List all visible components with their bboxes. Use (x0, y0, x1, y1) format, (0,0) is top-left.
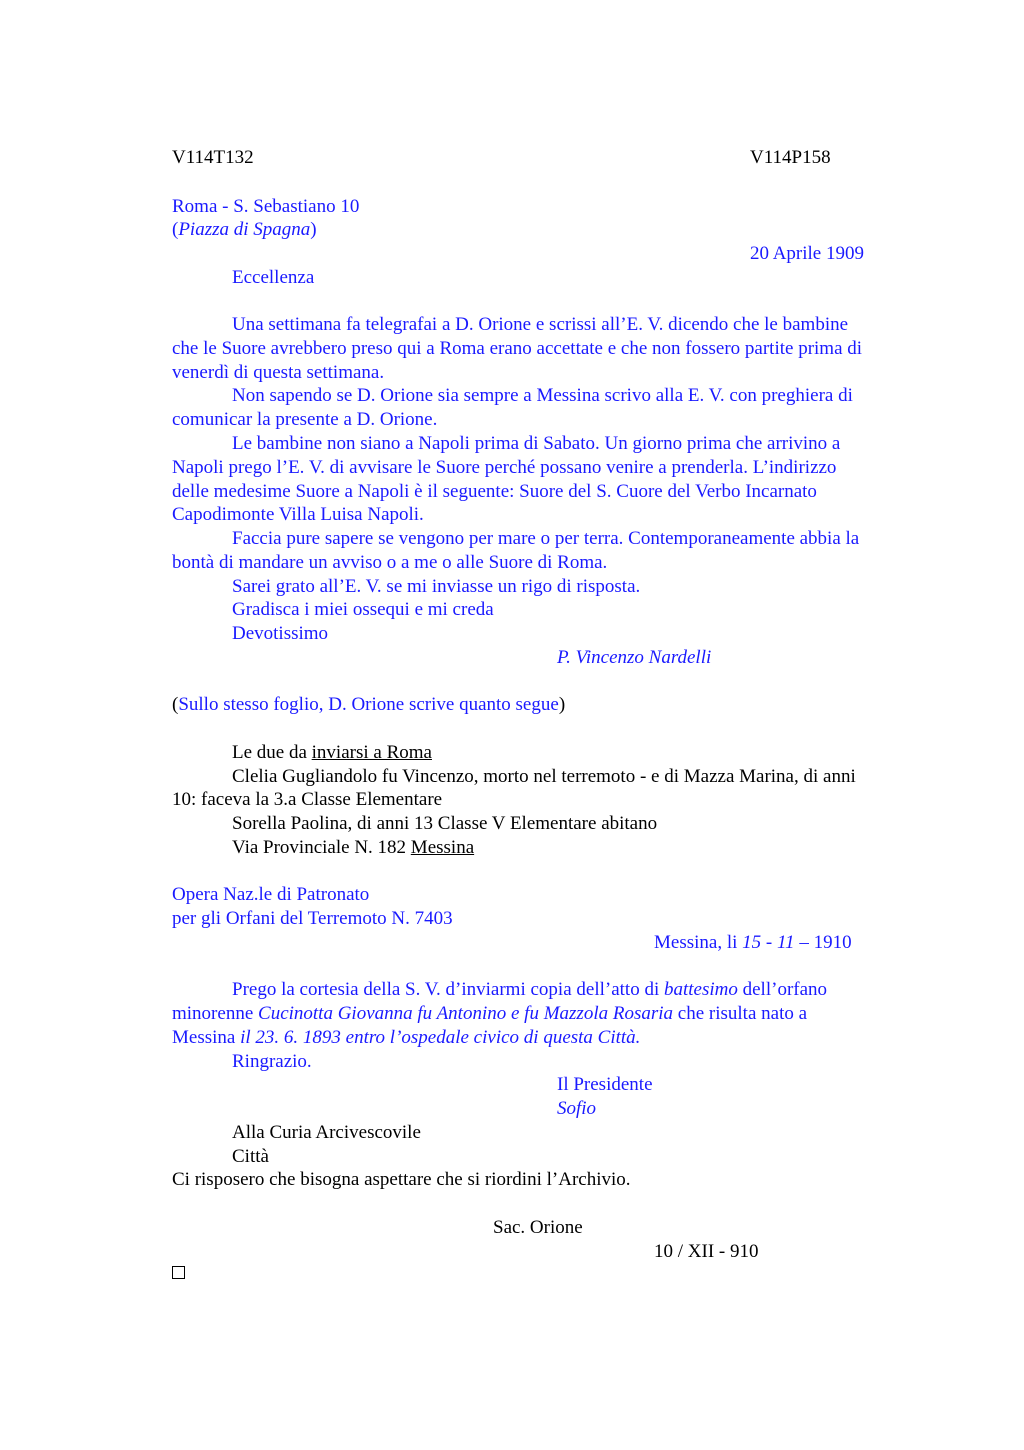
letter2-president-title: Il Presidente (557, 1074, 653, 1095)
letter1-date: 20 Aprile 1909 (750, 243, 864, 264)
orione-note-line3: 10: faceva la 3.a Classe Elementare (172, 789, 443, 810)
letter1-line: comunicar la presente a D. Orione. (172, 409, 438, 430)
letter1-line: Faccia pure sapere se vengono per mare o per terra. Contemporaneamente abbia la (232, 528, 860, 549)
letter1-line: che le Suore avrebbero preso qui a Roma erano accettate e che non fossero partite prima di (172, 338, 863, 359)
empty-box-icon (172, 1266, 185, 1279)
letter1-line: Napoli prego l’E. V. di avvisare le Suore perché possano venire a prenderla. L’indirizzo (172, 457, 837, 478)
letter1-salutation: Eccellenza (232, 267, 315, 288)
letter1-line: Le bambine non siano a Napoli prima di Sabato. Un giorno prima che arrivino a (232, 433, 841, 454)
closing-signature: Sac. Orione (493, 1217, 583, 1238)
closing-date: 10 / XII - 910 (654, 1241, 759, 1262)
addressee-line2: Città (232, 1146, 269, 1167)
orione-note-line2: Clelia Gugliandolo fu Vincenzo, morto nel terremoto - e di Mazza Marina, di anni (232, 766, 856, 787)
orione-note-line5: Via Provinciale N. 182 Messina (232, 837, 475, 858)
letter2-president-name: Sofio (557, 1098, 597, 1119)
letter2-paragraph-line3: Messina il 23. 6. 1893 entro l’ospedale civico di questa Città. (172, 1027, 641, 1048)
addressee-line1: Alla Curia Arcivescovile (232, 1122, 421, 1143)
letter1-address-line1: Roma - S. Sebastiano 10 (172, 196, 360, 217)
document-code-right: V114P158 (750, 147, 831, 168)
letter2-org-line1: Opera Naz.le di Patronato (172, 884, 370, 905)
letter1-line: Gradisca i miei ossequi e mi creda (232, 599, 494, 620)
letter1-line: delle medesime Suore a Napoli è il seguente: Suore del S. Cuore del Verbo Incarnato (172, 481, 817, 502)
orione-note-line4: Sorella Paolina, di anni 13 Classe V Elementare abitano (232, 813, 658, 834)
reply-note: Ci risposero che bisogna aspettare che si riordini l’Archivio. (172, 1169, 631, 1190)
editorial-note: (Sullo stesso foglio, D. Orione scrive quanto segue) (172, 694, 566, 715)
letter1-line: Devotissimo (232, 623, 329, 644)
letter1-signature: P. Vincenzo Nardelli (557, 647, 712, 668)
letter2-org-line2: per gli Orfani del Terremoto N. 7403 (172, 908, 453, 929)
document-code-left: V114T132 (172, 147, 254, 168)
letter2-paragraph-line2: minorenne Cucinotta Giovanna fu Antonino e fu Mazzola Rosaria che risulta nato a (172, 1003, 808, 1024)
letter1-line: Capodimonte Villa Luisa Napoli. (172, 504, 424, 525)
letter1-line: Sarei grato all’E. V. se mi inviasse un rigo di risposta. (232, 576, 641, 597)
letter1-line: bontà di mandare un avviso o a me o alle Suore di Roma. (172, 552, 608, 573)
letter1-line: Non sapendo se D. Orione sia sempre a Messina scrivo alla E. V. con preghiera di (232, 385, 853, 406)
letter2-thanks: Ringrazio. (232, 1051, 312, 1072)
letter1-line: Una settimana fa telegrafai a D. Orione e scrissi all’E. V. dicendo che le bambine (232, 314, 849, 335)
letter1-address-line2: (Piazza di Spagna) (172, 219, 317, 240)
letter2-date: Messina, li 15 - 11 – 1910 (654, 932, 852, 953)
orione-note-line1: Le due da inviarsi a Roma (232, 742, 432, 763)
letter1-line: venerdì di questa settimana. (172, 362, 385, 383)
letter2-paragraph-line1: Prego la cortesia della S. V. d’inviarmi copia dell’atto di battesimo dell’orfano (232, 979, 828, 1000)
